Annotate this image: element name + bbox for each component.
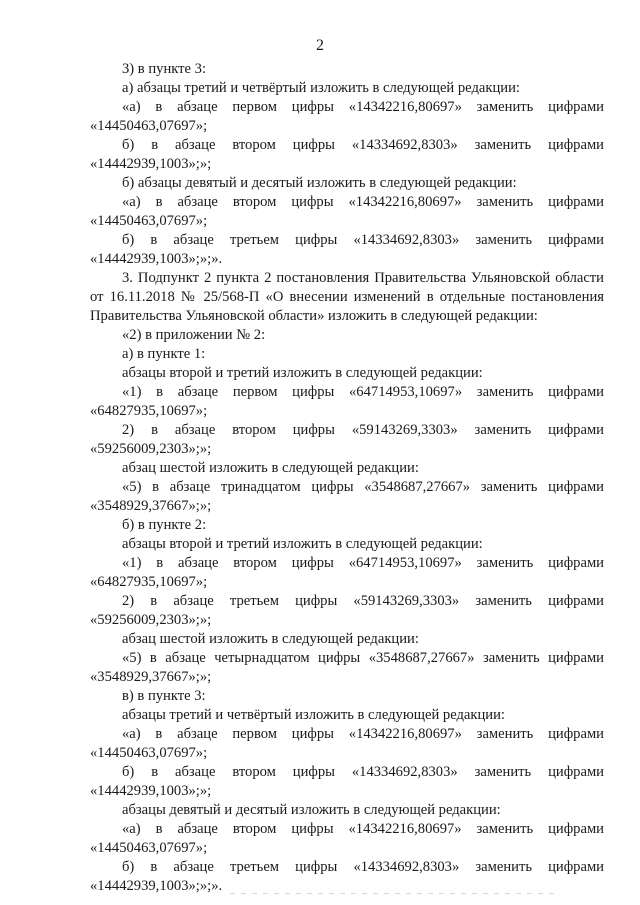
paragraph-34: «а) в абзаце первом цифры «14342216,80697» заменить цифрами xyxy=(122,726,604,742)
paragraph-4: «14450463,07697»; xyxy=(90,118,208,134)
paragraph-32: в) в пункте 3: xyxy=(122,688,206,704)
paragraph-31: «3548929,37667»;»; xyxy=(90,669,212,685)
paragraph-13: «2) в приложении № 2: xyxy=(122,327,266,343)
paragraph-9: «14450463,07697»; xyxy=(90,213,208,229)
paragraph-18: 2) в абзаце втором цифры «59143269,3303» заменить цифрами xyxy=(122,422,604,438)
paragraph-19: «59256009,2303»;»; xyxy=(90,441,212,457)
paragraph-16: «1) в абзаце первом цифры «64714953,10697» заменить цифрами xyxy=(122,384,604,400)
paragraph-21: «5) в абзаце тринадцатом цифры «3548687,27667» заменить цифрами xyxy=(122,479,604,495)
paragraph-11: «14442939,1003»;»;». xyxy=(90,251,223,267)
paragraph-37: «14442939,1003»;»; xyxy=(90,783,212,799)
paragraph-8: «а) в абзаце втором цифры «14342216,80697» заменить цифрами xyxy=(122,194,604,210)
paragraph-20: абзац шестой изложить в следующей редакции: xyxy=(122,460,419,476)
paragraph-38: абзацы девятый и десятый изложить в следующей редакции: xyxy=(122,802,501,818)
paragraph-14: а) в пункте 1: xyxy=(122,346,206,362)
paragraph-42: «14442939,1003»;»;». xyxy=(90,878,223,894)
paragraph-2: а) абзацы третий и четвёртый изложить в следующей редакции: xyxy=(122,80,520,96)
paragraph-10: б) в абзаце третьем цифры «14334692,8303» заменить цифрами xyxy=(122,232,604,248)
paragraph-36: б) в абзаце втором цифры «14334692,8303» заменить цифрами xyxy=(122,764,604,780)
paragraph-29: абзац шестой изложить в следующей редакции: xyxy=(122,631,419,647)
paragraph-1: 3) в пункте 3: xyxy=(122,61,207,77)
paragraph-26: «64827935,10697»; xyxy=(90,574,208,590)
paragraph-7: б) абзацы девятый и десятый изложить в следующей редакции: xyxy=(122,175,517,191)
paragraph-15: абзацы второй и третий изложить в следующей редакции: xyxy=(122,365,483,381)
paragraph-24: абзацы второй и третий изложить в следующей редакции: xyxy=(122,536,483,552)
paragraph-30: «5) в абзаце четырнадцатом цифры «3548687,27667» заменить цифрами xyxy=(122,650,604,666)
paragraph-22: «3548929,37667»;»; xyxy=(90,498,212,514)
paragraph-3: «а) в абзаце первом цифры «14342216,80697» заменить цифрами xyxy=(122,99,604,115)
paragraph-17: «64827935,10697»; xyxy=(90,403,208,419)
paragraph-40: «14450463,07697»; xyxy=(90,840,208,856)
paragraph-33: абзацы третий и четвёртый изложить в следующей редакции: xyxy=(122,707,505,723)
page-number: 2 xyxy=(316,37,324,54)
paragraph-25: «1) в абзаце втором цифры «64714953,10697» заменить цифрами xyxy=(122,555,604,571)
paragraph-23: б) в пункте 2: xyxy=(122,517,207,533)
paragraph-39: «а) в абзаце втором цифры «14342216,80697» заменить цифрами xyxy=(122,821,604,837)
paragraph-12: 3. Подпункт 2 пункта 2 постановления Правительства Ульяновской области от 16.11.2018 № 25/568-П «О внесении изменений в отдельные постановления Правительства Ульяновской области» изложить в следующей редакции: xyxy=(90,270,604,324)
document-body xyxy=(90,60,604,896)
paragraph-41: б) в абзаце третьем цифры «14334692,8303» заменить цифрами xyxy=(122,859,604,875)
paragraph-5: б) в абзаце втором цифры «14334692,8303» заменить цифрами xyxy=(122,137,604,153)
paragraph-6: «14442939,1003»;»; xyxy=(90,156,212,172)
paragraph-27: 2) в абзаце третьем цифры «59143269,3303» заменить цифрами xyxy=(122,593,604,609)
scan-artifact-line xyxy=(230,893,560,894)
paragraph-28: «59256009,2303»;»; xyxy=(90,612,212,628)
paragraph-35: «14450463,07697»; xyxy=(90,745,208,761)
